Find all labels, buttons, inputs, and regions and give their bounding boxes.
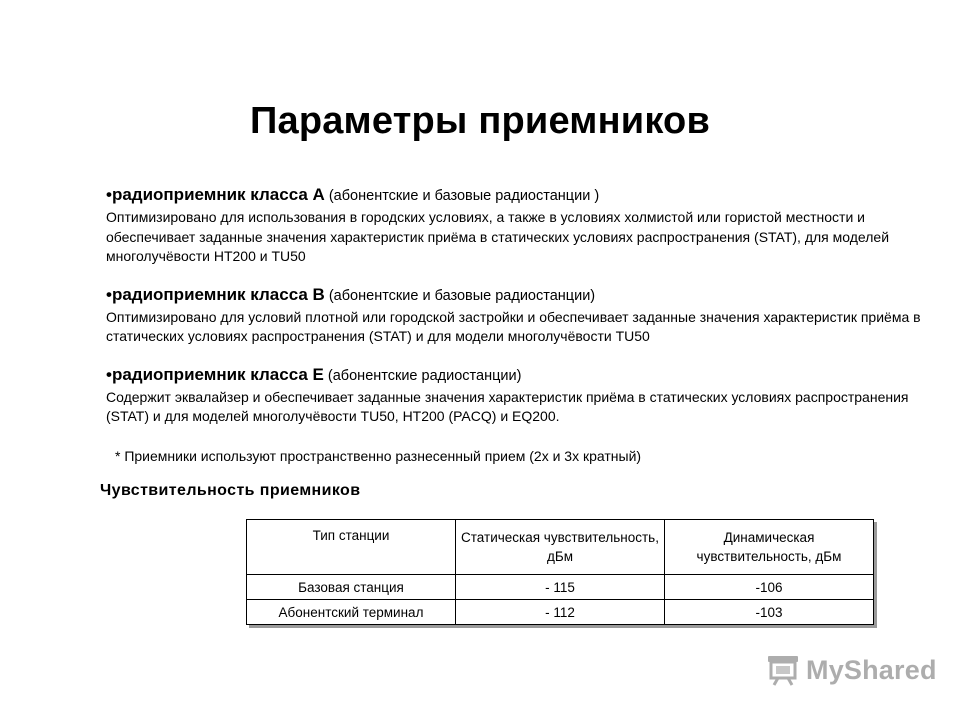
bullet-mark: • xyxy=(106,364,112,384)
cell-dynamic-value: -103 xyxy=(665,600,874,625)
diversity-footnote: * Приемники используют пространственно разнесенный прием (2х и 3х кратный) xyxy=(115,448,642,464)
receiver-class-a xyxy=(106,184,926,267)
receiver-description: Содержит эквалайзер и обеспечивает заданные значения характеристик приёма в статических условиях распространения (STAT) и для моделей многолучёвости TU50, HT200 (PACQ) и EQ200. xyxy=(106,388,909,424)
bullet-mark: • xyxy=(106,185,112,204)
myshared-watermark xyxy=(766,654,937,686)
cell-static-value: - 115 xyxy=(456,575,665,600)
watermark-text: MyShared xyxy=(806,654,937,685)
bullet-mark: • xyxy=(106,284,112,304)
receiver-name: радиоприемник класса В xyxy=(111,284,325,304)
table-header-row xyxy=(247,520,874,575)
sensitivity-title: Чувствительность приемников xyxy=(100,482,361,499)
header-static-sensitivity: Статическая чувствительность, дБм xyxy=(456,520,665,575)
receiver-heading xyxy=(106,284,926,307)
receiver-note: (абонентские и базовые радиостанции) xyxy=(324,287,596,304)
cell-static-value: - 112 xyxy=(456,600,665,625)
receiver-name: радиоприемник класса А xyxy=(111,185,325,204)
table-row xyxy=(247,575,874,600)
receiver-description: Оптимизировано для условий плотной или городской застройки и обеспечивает заданные значения характеристик приёма в статических условиях распространения (STAT) и для модели многолучёвости TU50 xyxy=(106,308,921,344)
receiver-class-b xyxy=(106,284,926,347)
cell-station-type: Абонентский терминал xyxy=(247,600,456,625)
receiver-name: радиоприемник класса Е xyxy=(111,364,324,384)
receiver-note: (абонентские радиостанции) xyxy=(323,367,522,384)
header-station-type: Тип станции xyxy=(247,520,456,575)
table-row xyxy=(247,600,874,625)
sensitivity-table xyxy=(246,519,874,625)
presentation-board-icon xyxy=(766,654,800,686)
cell-station-type: Базовая станция xyxy=(247,575,456,600)
receiver-class-e xyxy=(106,364,926,427)
header-dynamic-sensitivity: Динамическая чувствительность, дБм xyxy=(665,520,874,575)
cell-dynamic-value: -106 xyxy=(665,575,874,600)
receiver-description: Оптимизировано для использования в городских условиях, а также в условиях холмистой или гористой местности и обеспечивает заданные значения характеристик приёма в статических условиях распространения (STAT), для моделей многолучёвости HT200 и TU50 xyxy=(106,209,890,264)
receiver-heading xyxy=(106,364,926,387)
receiver-note: (абонентские и базовые радиостанции ) xyxy=(324,188,600,204)
receiver-list xyxy=(106,184,926,444)
receiver-heading xyxy=(106,184,926,207)
slide-title: Параметры приемников xyxy=(249,100,711,142)
